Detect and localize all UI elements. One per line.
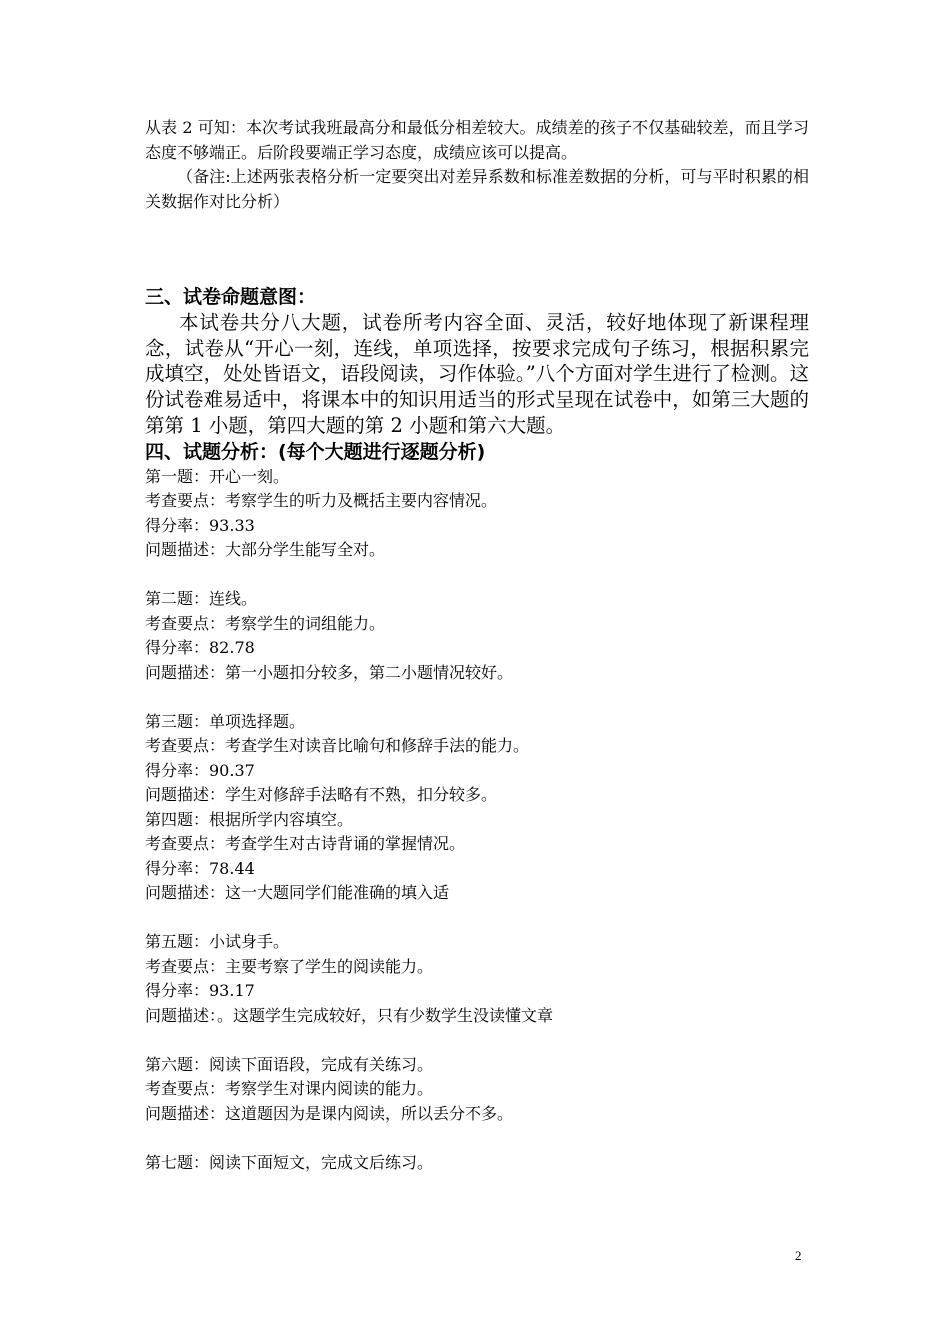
- blank-line: [145, 1028, 809, 1053]
- question-focus: 考查要点：考察学生的词组能力。: [145, 613, 386, 633]
- question-1-block: [145, 465, 809, 563]
- question-score-rate: 得分率：93.33: [145, 515, 255, 535]
- section-gap: [145, 214, 809, 284]
- section-4-heading: 四、试题分析：(每个大题进行逐题分析): [145, 440, 486, 463]
- question-title: 第一题：开心一刻。: [145, 466, 290, 486]
- question-focus: 考查要点：考察学生的听力及概括主要内容情况。: [145, 491, 498, 511]
- blank-line: [145, 906, 809, 931]
- question-focus: 考查要点：考查学生对读音比喻句和修辞手法的能力。: [145, 736, 530, 756]
- question-title: 第三题：单项选择题。: [145, 711, 306, 731]
- question-3-block: [145, 710, 809, 808]
- question-description: 问题描述：这道题因为是课内阅读，所以丢分不多。: [145, 1103, 514, 1123]
- question-score-rate: 得分率：93.17: [145, 981, 255, 1001]
- page-content: [145, 116, 809, 1175]
- question-focus: 考查要点：主要考察了学生的阅读能力。: [145, 956, 434, 976]
- question-focus: 考查要点：考察学生对课内阅读的能力。: [145, 1079, 434, 1099]
- question-description: 问题描述：大部分学生能写全对。: [145, 540, 386, 560]
- section-3-body: 本试卷共分八大题，试卷所考内容全面、灵活，较好地体现了新课程理念，试卷从“开心一刻，连线，单项选择，按要求完成句子练习，根据积累完成填空，处处皆语文，语段阅读，习作体验。”八个方面对学生进行了检测。这份试卷难易适中，将课本中的知识用适当的形式呈现在试卷中，如第三大题的第第 1 小题，第四大题的第 2 小题和第六大题。: [145, 311, 809, 437]
- page-number: 2: [795, 1248, 802, 1263]
- question-title: 第五题：小试身手。: [145, 932, 290, 952]
- question-description: 问题描述：这一大题同学们能准确的填入适: [145, 883, 450, 903]
- section-3-heading: 三、试卷命题意图：: [145, 286, 317, 308]
- question-2-block: [145, 587, 809, 685]
- question-description: 问题描述：学生对修辞手法略有不熟，扣分较多。: [145, 785, 498, 805]
- question-title: 第七题：阅读下面短文，完成文后练习。: [145, 1152, 434, 1172]
- question-title: 第四题：根据所学内容填空。: [145, 809, 354, 829]
- blank-line: [145, 563, 809, 588]
- question-6-block: [145, 1053, 809, 1127]
- table2-analysis-paragraph: 从表 2 可知：本次考试我班最高分和最低分相差较大。成绩差的孩子不仅基础较差，而且学习态度不够端正。后阶段要端正学习态度，成绩应该可以提高。: [145, 118, 809, 162]
- question-5-block: [145, 930, 809, 1028]
- question-score-rate: 得分率：90.37: [145, 760, 255, 780]
- question-4-block: [145, 808, 809, 906]
- blank-line: [145, 685, 809, 710]
- question-title: 第二题：连线。: [145, 589, 258, 609]
- question-title: 第六题：阅读下面语段，完成有关练习。: [145, 1054, 434, 1074]
- question-description: 问题描述：。这题学生完成较好，只有少数学生没读懂文章: [145, 1005, 554, 1025]
- question-score-rate: 得分率：78.44: [145, 858, 255, 878]
- question-7-block: [145, 1151, 809, 1176]
- question-score-rate: 得分率：82.78: [145, 638, 255, 658]
- remark-note: （备注:上述两张表格分析一定要突出对差异系数和标准差数据的分析，可与平时积累的相关数据作对比分析）: [145, 167, 809, 211]
- question-focus: 考查要点：考查学生对古诗背诵的掌握情况。: [145, 834, 466, 854]
- blank-line: [145, 1126, 809, 1151]
- question-description: 问题描述：第一小题扣分较多，第二小题情况较好。: [145, 662, 514, 682]
